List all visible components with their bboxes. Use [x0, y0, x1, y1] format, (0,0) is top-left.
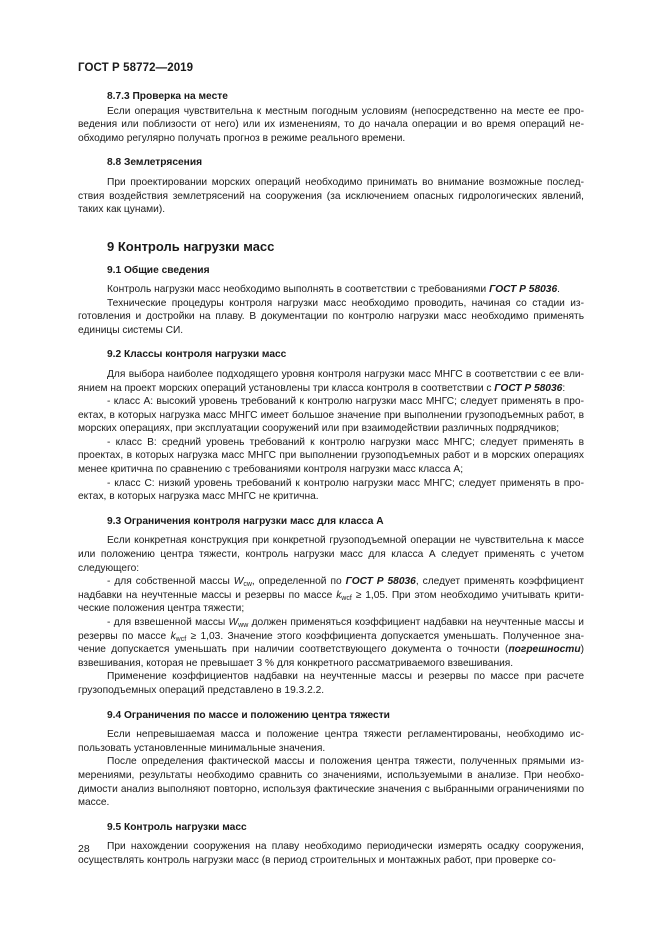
- section-9-3-heading: 9.3 Ограничения контроля нагрузки масс для класса А: [107, 515, 384, 527]
- class-b-item: - класс В: средний уровень требований к контролю нагрузки масс МНГС; следует применять в проектах, в которых нагрузка масс МНГС при выполнении грузоподъемных работ и в морских операциях менее критична по сравнению с требованиями контроля нагрузки масс класса А;: [78, 436, 584, 476]
- section-8-8-paragraph: При проектировании морских операций необходимо принимать во внимание возможные последствия воздействия землетрясений на сооружения (за исключением опасных гидрологических явлений, таких как цунами).: [78, 176, 584, 216]
- section-9-1-paragraph-1: Контроль нагрузки масс необходимо выполнять в соответствии с требованиями ГОСТ Р 58036.: [107, 283, 560, 295]
- class-c-item: - класс С: низкий уровень требований к контролю нагрузки масс МНГС; следует применять в проектах, в которых нагрузка масс МНГС не критична.: [78, 477, 584, 503]
- section-9-2-heading: 9.2 Классы контроля нагрузки масс: [107, 349, 287, 361]
- section-9-3-paragraph-1: Если конкретная конструкция при конкретной грузоподъемной операции не чувствительна к массе или положению центра тяжести, контроль нагрузки масс для класса А следует применять с учетом следующего:: [78, 535, 584, 574]
- section-9-4-paragraph-2: После определения фактической массы и положения центра тяжести, полученных прямыми измерениями, результаты необходимо сравнить со значениями, используемыми в анализе. При необходимости анализ выполняют повторно, используя фактические значения с выбранными ограничениями по массе.: [78, 756, 584, 809]
- section-9-3-item-own-mass: - для собственной массы $W_{cw}$, определенной по ГОСТ Р 58036, следует применять коэффициент надбавки на неучтенные массы и резервы по массе $k_{wcf} \ge 1,05$. При этом необходимо учитывать критические положения центра тяжести;: [78, 576, 584, 615]
- section-9-5-heading: 9.5 Контроль нагрузки масс: [107, 821, 247, 833]
- section-9-5-paragraph-1: При нахождении сооружения на плаву необходимо периодически измерять осадку сооружения, осуществлять контроль нагрузки масс (в период строительных и монтажных работ, при проверке со-: [78, 841, 584, 866]
- section-9-1-paragraph-2: Технические процедуры контроля нагрузки масс необходимо проводить, начиная со стадии изготовления и достройки на плаву. В документации по контролю нагрузки масс необходимо применять единицы системы СИ.: [78, 297, 584, 336]
- section-8-7-3-heading: 8.7.3 Проверка на месте: [107, 91, 228, 102]
- section-9-3-item-weighed-mass: - для взвешенной массы $W_{ww}$ должен применяться коэффициент надбавки на неучтенные массы и резервы по массе $k_{wcf} \ge 1,03$. Значение этого коэффициента допускается уменьшать. Полученное значение допускается уменьшать при наличии соответствующего документа о точности (погрешности) взвешивания, которая не превышает 3 % для конкретного рассматриваемого взвешивания.: [78, 617, 584, 669]
- section-9-1-heading: 9.1 Общие сведения: [107, 265, 210, 277]
- section-9-4-heading: 9.4 Ограничения по массе и положению центра тяжести: [107, 709, 390, 721]
- class-a-item: - класс А: высокий уровень требований к контролю нагрузки масс МНГС; следует применять в проектах, в которых нагрузка масс МНГС имеет большое значение при выполнении грузоподъемных работ, в морских операциях, при эксплуатации сооружений или при взаимодействии различных подрядчиков;: [78, 396, 584, 435]
- gost-reference: ГОСТ Р 58036: [489, 283, 558, 295]
- section-8-7-3-paragraph: Если операция чувствительна к местным погодным условиям (непосредственно на месте ее проведения или поблизости от него) или их изменениям, то до начала операции и во время операций необходимо регулярно получать прогноз в режиме реального времени.: [78, 105, 584, 144]
- document-body: [78, 90, 584, 868]
- section-9-3-paragraph-4: Применение коэффициентов надбавки на неучтенные массы и резервы по массе при расчете грузоподъемных операций представлено в 19.3.2.2.: [78, 671, 584, 696]
- page-number: 28: [78, 843, 90, 855]
- section-9-4-paragraph-1: Если непревышаемая масса и положение центра тяжести регламентированы, необходимо использовать установленные минимальные значения.: [78, 729, 584, 754]
- accuracy-term: погрешности: [508, 644, 581, 656]
- gost-reference: ГОСТ Р 58036: [345, 576, 416, 588]
- section-9-2-paragraph-1: Для выбора наиболее подходящего уровня контроля нагрузки масс МНГС в соответствии с ее влиянием на проект морских операций установлены три класса контроля в соответствии с ГОСТ Р 58036:: [78, 368, 584, 394]
- gost-reference: ГОСТ Р 58036: [494, 382, 563, 394]
- section-9-heading: 9 Контроль нагрузки масс: [107, 238, 275, 254]
- document-header: ГОСТ Р 58772—2019: [78, 62, 194, 74]
- section-8-8-heading: 8.8 Землетрясения: [107, 157, 203, 169]
